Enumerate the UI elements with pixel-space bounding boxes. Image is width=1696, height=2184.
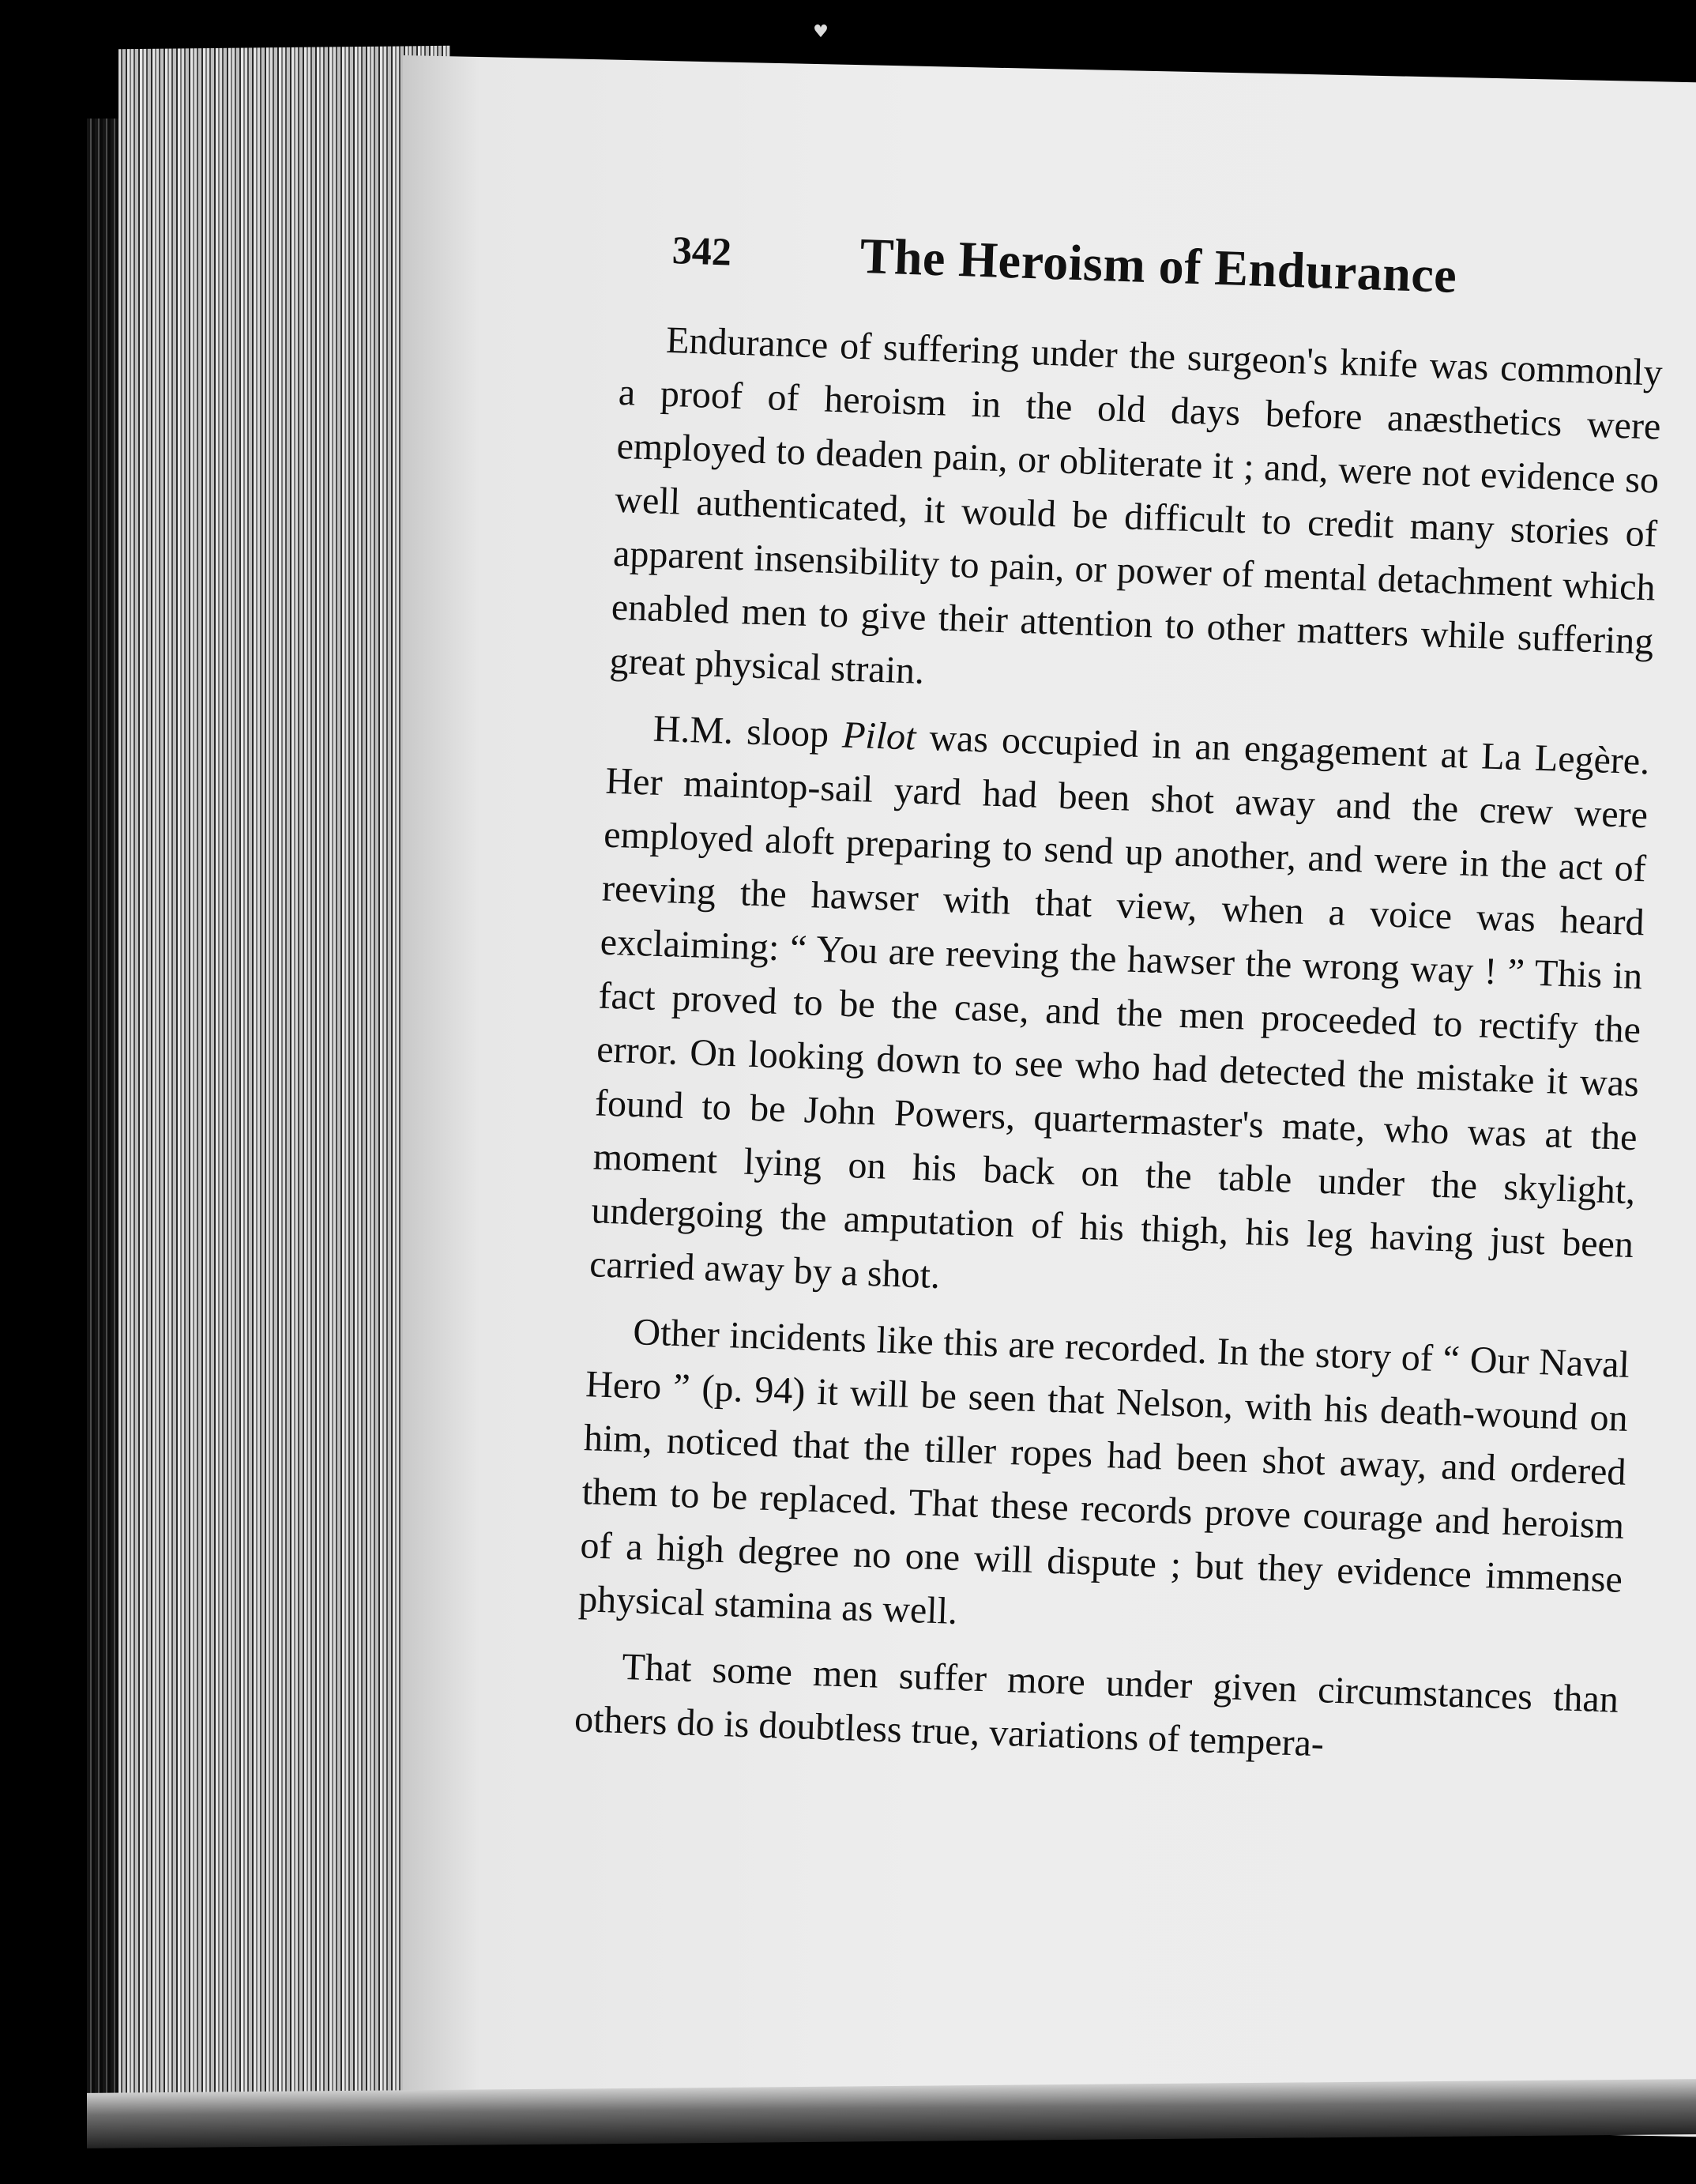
paragraph-1: Endurance of suffering under the surgeon's knife was commonly a proof of heroism in the old days before anæsthetics were employed to deaden pain, or obliterate it ; and, were not evidence so well authenticated, it would be difficult to credit many stories of apparent insensibility to pain, or power of mental detachment which enabled men to give their attention to other matters while suffering great physical strain. [608,318,1664,692]
paragraph-2-start: H.M. sloop [652,707,844,756]
top-mark-glyph: ♥ [813,22,829,42]
paragraph-3: Other incidents like this are recorded. In the story of “ Our Naval Hero ” (p. 94) it will be seen that Nelson, with his death-wound on him, noticed that the tiller ropes had been shot away, and ordered them to be replaced. That these records prove courage and heroism of a high degree no one will dispute ; but they evidence immense physical stamina as well. [577,1311,1630,1632]
page-number: 342 [671,228,732,274]
paragraph-4: That some men suffer more under given circumstances than others do is doubtless true, variations of tempera- [573,1645,1619,1765]
text-block [573,225,1667,1794]
paragraph-2 [589,701,1650,1326]
paragraph-2-rest: was occupied in an engagement at La Legère. Her maintop-sail yard had been shot away and the crew were employed aloft preparing to send up another, and were in the act of reeving the hawser with that view, when a voice was heard exclaiming: “ You are reeving the hawser the wrong way ! ” This in fact proved to be the case, and the men proceeded to rectify the error. On looking down to see who had detected the mistake it was found to be John Powers, quartermaster's mate, who was at the moment lying on his back on the table under the skylight, undergoing the amputation of his thigh, his leg having just been carried away by a shot. [589,716,1651,1297]
page-edges [118,46,450,2111]
ship-name: Pilot [841,714,917,759]
running-title: The Heroism of Endurance [859,227,1458,303]
